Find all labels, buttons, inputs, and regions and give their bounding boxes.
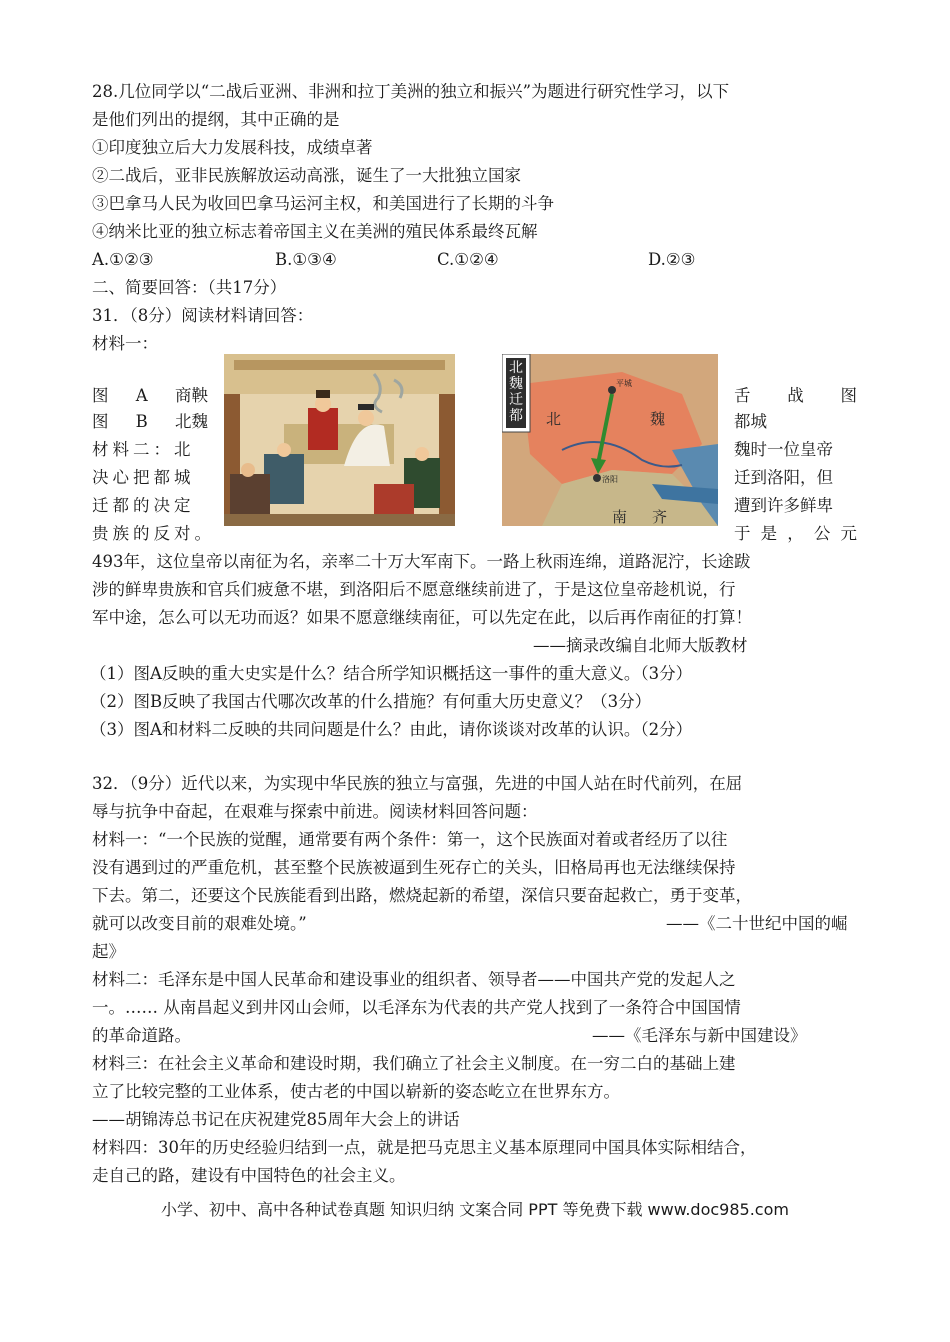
wrap-left-row4: 决心把都城 xyxy=(92,468,195,487)
wrap-left-row5: 迁都的决定 xyxy=(92,496,195,515)
q32-material-3-line2: 立了比较完整的工业体系，使古老的中国以崭新的姿态屹立在世界东方。 xyxy=(92,1082,620,1101)
wrap-text: 图 xyxy=(92,386,109,405)
map-label-bei: 北 xyxy=(546,410,562,428)
wrap-right-row3: 魏时一位皇帝 xyxy=(734,440,833,459)
figure-a-shang-yang-debate-painting xyxy=(224,354,455,526)
q32-material-2-line1: 材料二：毛泽东是中国人民革命和建设事业的组织者、领导者——中国共产党的发起人之 xyxy=(92,970,736,989)
wrap-text: 商鞅 xyxy=(174,386,208,405)
q32-material-1-line4: 就可以改变目前的艰难处境。” xyxy=(92,914,307,933)
q32-material-4-line1: 材料四：30年的历史经验归结到一点，就是把马克思主义基本原理同中国具体实际相结合， xyxy=(92,1138,757,1157)
wrap-text: 图 xyxy=(840,386,857,405)
q32-material-1-line3: 下去。第二，还要这个民族能看到出路，燃烧起新的希望，深信只要奋起救亡，勇于变革， xyxy=(92,886,752,905)
q32-material-4-line2: 走自己的路，建设有中国特色的社会主义。 xyxy=(92,1166,406,1185)
wrap-left-row6: 贵族的反对。 xyxy=(92,524,215,543)
q28-stem-line1: 28.几位同学以“二战后亚洲、非洲和拉丁美洲的独立和振兴”为题进行研究性学习，以下 xyxy=(92,82,730,101)
wrap-text: 于 xyxy=(734,524,751,543)
wrap-right-row6 xyxy=(734,524,857,544)
wrap-text: ， xyxy=(787,524,804,543)
q31-paragraph-line2: 涉的鲜卑贵族和官兵们疲惫不堪，到洛阳后不愿意继续前进了，于是这位皇帝趁机说，行 xyxy=(92,580,736,599)
q32-material-2-line2: 一。…… 从南昌起义到井冈山会师，以毛泽东为代表的共产党人找到了一条符合中国国情 xyxy=(92,998,741,1017)
q28-option-c: C.①②④ xyxy=(437,250,499,269)
q32-heading-line1: 32．（9分）近代以来，为实现中华民族的独立与富强，先进的中国人站在时代前列，在屈 xyxy=(92,774,743,793)
map-label-luoyang: 洛阳 xyxy=(602,475,618,484)
q32-material-1-line1: 材料一：“一个民族的觉醒，通常要有两个条件：第一，这个民族面对着或者经历了以往 xyxy=(92,830,728,849)
wrap-left-row1 xyxy=(92,386,208,406)
wrap-left-row2 xyxy=(92,412,208,432)
map-label-qi: 齐 xyxy=(652,508,668,526)
wrap-text: A xyxy=(135,386,148,405)
map-label-wei: 魏 xyxy=(650,410,666,428)
q32-material-1-line2: 没有遇到过的严重危机，甚至整个民族被逼到生死存亡的关头，旧格局再也无法继续保持 xyxy=(92,858,736,877)
wrap-text: 元 xyxy=(840,524,857,543)
q31-paragraph-line1: 493年，这位皇帝以南征为名，亲率二十万大军南下。一路上秋雨连绵，道路泥泞，长途跋 xyxy=(92,552,751,571)
q32-material-3-line1: 材料三：在社会主义革命和建设时期，我们确立了社会主义制度。在一穷二白的基础上建 xyxy=(92,1054,736,1073)
wrap-text: B xyxy=(135,412,148,431)
q31-source: ——摘录改编自北师大版教材 xyxy=(533,636,748,655)
wrap-left-row3: 材料二：北 xyxy=(92,440,195,459)
wrap-text: 是 xyxy=(760,524,778,543)
q32-material-1-source: ——《二十世纪中国的崛 xyxy=(666,914,848,933)
q28-option-a: A.①②③ xyxy=(92,250,154,269)
map-label-pingcheng: 平城 xyxy=(616,379,632,388)
q28-item-1: ①印度独立后大力发展科技，成绩卓著 xyxy=(92,138,373,157)
q28-item-4: ④纳米比亚的独立标志着帝国主义在美洲的殖民体系最终瓦解 xyxy=(92,222,538,241)
q28-option-b: B.①③④ xyxy=(275,250,337,269)
q31-question-1: （1）图A反映的重大史实是什么？结合所学知识概括这一事件的重大意义。（3分） xyxy=(90,664,693,683)
wrap-text: 战 xyxy=(787,386,804,405)
q28-stem-line2: 是他们列出的提纲，其中正确的是 xyxy=(92,110,340,129)
wrap-right-row5: 遭到许多鲜卑 xyxy=(734,496,833,515)
q31-question-2: （2）图B反映了我国古代哪次改革的什么措施？有何重大历史意义？（3分） xyxy=(90,692,652,711)
map-label-nan: 南 xyxy=(612,508,628,526)
q32-heading-line2: 辱与抗争中奋起，在艰难与探索中前进。阅读材料回答问题： xyxy=(92,802,538,821)
wrap-text: 图 xyxy=(92,412,109,431)
q28-item-2: ②二战后，亚非民族解放运动高涨，诞生了一大批独立国家 xyxy=(92,166,521,185)
q28-item-3: ③巴拿马人民为收回巴拿马运河主权，和美国进行了长期的斗争 xyxy=(92,194,554,213)
q31-question-3: （3）图A和材料二反映的共同问题是什么？由此，请你谈谈对改革的认识。（2分） xyxy=(90,720,693,739)
q32-material-1-source-cont: 起》 xyxy=(92,942,125,961)
q31-heading: 31．（8分）阅读材料请回答： xyxy=(92,306,314,325)
q31-paragraph-line3: 军中途，怎么可以无功而返？如果不愿意继续南征，可以先定在此，以后再作南征的打算！ xyxy=(92,608,752,627)
wrap-right-row2: 都城 xyxy=(734,412,767,431)
page-footer: 小学、初中、高中各种试卷真题 知识归纳 文案合同 PPT 等免费下载 www.doc985.com xyxy=(161,1200,789,1219)
wrap-text: 舌 xyxy=(734,386,751,405)
map-title: 北魏迁都 xyxy=(509,360,523,424)
figure-b-northern-wei-capital-map xyxy=(502,354,718,526)
q32-material-3-source: ——胡锦涛总书记在庆祝建党85周年大会上的讲话 xyxy=(92,1110,460,1129)
section-2-heading: 二、简要回答：（共17分） xyxy=(92,278,287,297)
wrap-right-row1 xyxy=(734,386,857,406)
wrap-text: 公 xyxy=(813,524,831,543)
q32-material-2-line3: 的革命道路。 xyxy=(92,1026,191,1045)
q32-material-2-source: ——《毛泽东与新中国建设》 xyxy=(592,1026,807,1045)
wrap-text: 北魏 xyxy=(174,412,208,431)
wrap-right-row4: 迁到洛阳，但 xyxy=(734,468,833,487)
q28-option-d: D.②③ xyxy=(648,250,696,269)
q31-material-1-label: 材料一： xyxy=(92,334,158,353)
